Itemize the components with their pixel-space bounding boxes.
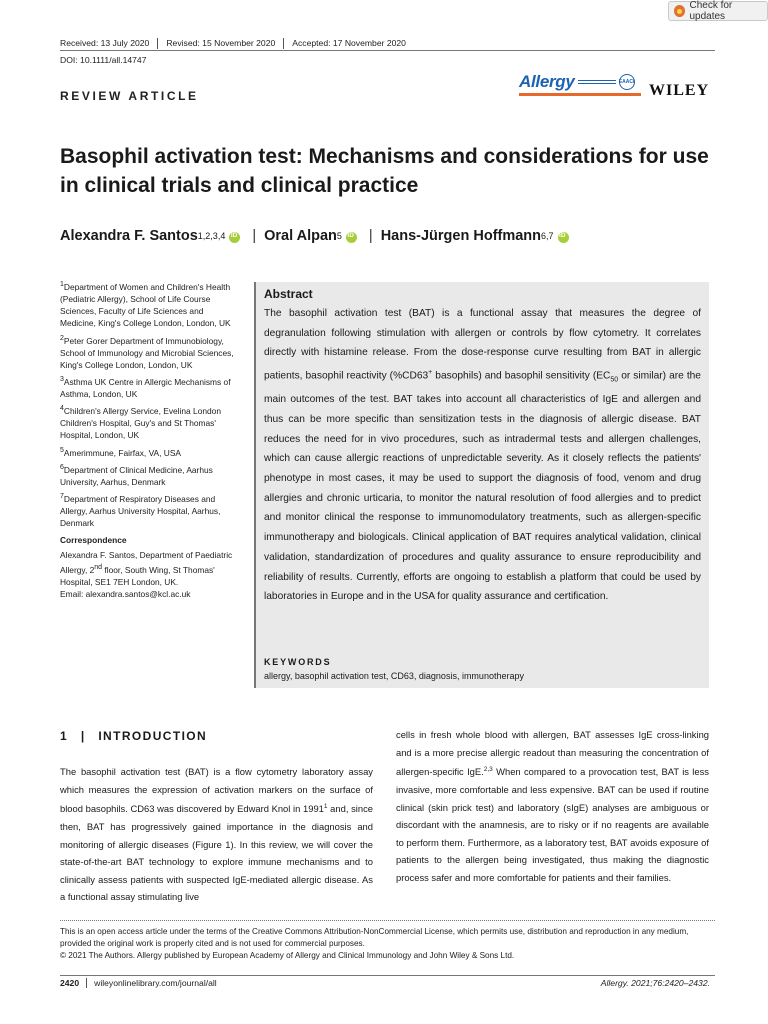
abstract-heading: Abstract <box>264 287 313 301</box>
author-list <box>60 228 573 244</box>
page-footer <box>60 978 710 988</box>
section-title: INTRODUCTION <box>98 729 208 743</box>
author-affiliation-refs: 5 <box>336 231 342 241</box>
author-name[interactable]: Oral Alpan <box>264 228 337 244</box>
section-heading-introduction <box>60 729 207 743</box>
journal-url[interactable]: wileyonlinelibrary.com/journal/all <box>94 978 217 988</box>
author-name[interactable]: Alexandra F. Santos <box>60 228 198 244</box>
footer-divider <box>60 975 715 976</box>
affiliation: $^2$Peter Gorer Department of Immunobiology, School of Immunology and Microbial Sciences, King's College London, London, UK <box>60 334 234 370</box>
correspondence-email[interactable]: Email: alexandra.santos@kcl.ac.uk <box>60 588 191 599</box>
abstract-box <box>254 282 709 688</box>
eaaci-logo-icon: EAACI <box>619 74 635 90</box>
affiliation: $^6$Department of Clinical Medicine, Aarhus University, Aarhus, Denmark <box>60 463 213 487</box>
journal-subtitle-mark <box>578 80 616 84</box>
orcid-icon[interactable] <box>558 232 569 243</box>
accepted-date: Accepted: 17 November 2020 <box>283 38 414 49</box>
article-dates <box>60 38 414 49</box>
citation-ref[interactable]: 1 <box>323 803 328 811</box>
abstract-text: The basophil activation test (BAT) is a functional assay that measures the degree of degranulation following stimulation with allergen or controls by flow cytometry. It correlates directly with histamine release. From the dose-response curve resulting from BAT in allergic patients, basophil reactivity (%CD63+ basophils) and basophil sensitivity ($EC_{50}$ or similar) are the main outcomes of the test. BAT takes into account all characteristics of IgE and allergen and thus can be more specific than sensitization tests in the diagnosis of allergic disease. BAT reduces the need for in vivo procedures, such as intradermal tests and allergen challenges, which can cause allergic reactions of unpredictable severity. As it closely reflects the patients' phenotype in most cases, it may be used to support the diagnosis of food, venom and drug allergies and chronic urticaria, to monitor the natural resolution of food allergies and to predict and monitor clinical the response to immunomodulatory treatments, such as allergen-specific immunotherapy and biologicals. Clinical application of BAT requires analytical validation, clinical validation, standardization of procedures and quality assurance to ensure reproducibility and reliability of results. Currently, efforts are ongoing to establish a platform that could be used by laboratories in Europe and in the USA for quality assurance and certification. <box>264 308 701 603</box>
journal-logo <box>519 72 635 92</box>
section-separator: | <box>80 729 86 743</box>
author-separator: | <box>368 228 373 244</box>
publisher-logo: WILEY <box>649 82 710 99</box>
doi[interactable]: DOI: 10.1111/all.14747 <box>60 55 147 65</box>
page-number: 2420 <box>60 978 87 988</box>
author-affiliation-refs: 6,7 <box>541 231 554 241</box>
author-name[interactable]: Hans-Jürgen Hoffmann <box>380 228 542 244</box>
affiliation: $^7$Department of Respiratory Diseases and Allergy, Aarhus University Hospital, Aarhus, Denmark <box>60 492 221 529</box>
check-for-updates-button[interactable] <box>668 1 768 21</box>
license-notice <box>60 926 715 963</box>
affiliations <box>60 279 240 603</box>
orcid-icon[interactable] <box>346 232 357 243</box>
keywords-heading: KEYWORDS <box>264 657 332 667</box>
author-affiliation-refs: 1,2,3,4 <box>197 231 226 241</box>
citation-ref[interactable]: 2,3 <box>483 766 493 774</box>
journal-citation: Allergy. 2021;76:2420–2432. <box>600 978 710 988</box>
check-for-updates-label: Check for updates <box>689 0 733 22</box>
author-separator: | <box>252 228 257 244</box>
article-type: REVIEW ARTICLE <box>60 89 199 103</box>
header-divider <box>60 50 715 51</box>
article-title: Basophil activation test: Mechanisms and considerations for use in clinical trials and clinical practice <box>60 145 709 197</box>
affiliation: $^4$Children's Allergy Service, Evelina London Children's Hospital, Guy's and St Thomas' Hospital, London, UK <box>60 405 221 441</box>
correspondence-heading: Correspondence <box>60 535 127 546</box>
license-divider <box>60 920 715 921</box>
copyright-text: © 2021 The Authors. Allergy published by European Academy of Allergy and Clinical Immunology and John Wiley & Sons Ltd. <box>60 951 515 961</box>
correspondence-address: Alexandra F. Santos, Department of Paediatric Allergy, 2nd floor, South Wing, St Thomas' Hospital, SE1 7EH London, UK. <box>60 550 233 587</box>
received-date: Received: 13 July 2020 <box>60 38 150 48</box>
revised-date: Revised: 15 November 2020 <box>157 38 283 49</box>
affiliation: $^3$Asthma UK Centre in Allergic Mechanisms of Asthma, London, UK <box>60 376 231 400</box>
journal-logo-underline <box>519 93 641 96</box>
journal-name: Allergy <box>519 72 575 91</box>
keywords: allergy, basophil activation test, CD63, diagnosis, immunotherapy <box>264 671 524 681</box>
intro-paragraph-left: The basophil activation test (BAT) is a flow cytometry laboratory assay which measures the expression of activation markers on the surface of blood basophils. CD63 was discovered by Edward Knol in 1991$^1$ and, since then, BAT has progressively gained importance in the diagnosis and monitoring of allergic diseases (Figure 1). In this review, we will cover the state-of-the-art BAT technology to explore immune mechanisms and to clinically assess patients with suspected IgE-mediated allergic disease. As a functional assay stimulating live <box>60 766 373 903</box>
intro-paragraph-right: cells in fresh whole blood with allergen, BAT assesses IgE cross-linking and is a more precise allergic readout than measuring the concentration of allergen-specific IgE.$^{2,3}$ When compared to a provocation test, BAT is less invasive, more comfortable and less expensive. BAT can be used if routine clinical (skin prick test) and laboratory (sIgE) analyses are ambiguous or discordant with the anamnesis, are to risky or if no reagents are available to perform them. Furthermore, as a laboratory test, BAT avoids exposure of patients to the allergen being investigated, thus making the diagnostic process safer and more comfortable for patients and their families. <box>396 729 709 883</box>
license-text: This is an open access article under the terms of the Creative Commons Attribution-NonCommercial License, which permits use, distribution and reproduction in any medium, provided the original work is properly cited and is not used for commercial purposes. <box>60 927 689 949</box>
section-number: 1 <box>60 729 69 743</box>
affiliation: $^1$Department of Women and Children's Health (Pediatric Allergy), School of Life Course Sciences, Faculty of Life Sciences and Medicine, King's College London, London, UK <box>60 281 231 329</box>
affiliation: $^5$Amerimmune, Fairfax, VA, USA <box>60 446 182 458</box>
crossmark-icon <box>674 5 685 17</box>
orcid-icon[interactable] <box>229 232 240 243</box>
